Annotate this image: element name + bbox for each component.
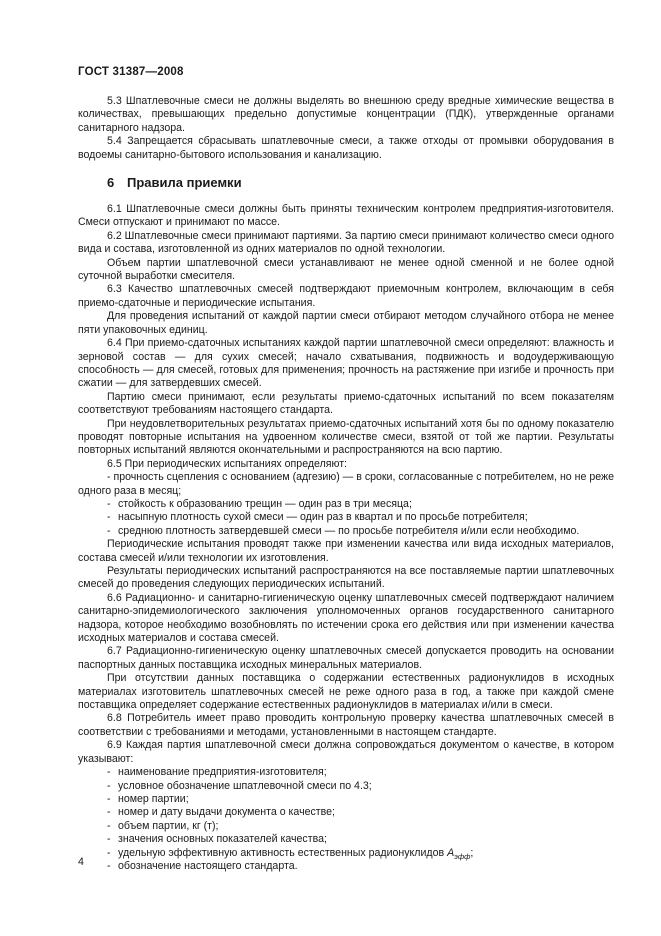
list-item-text: наименование предприятия-изготовителя; (118, 766, 327, 779)
list-item-text: прочность сцепления с основанием (адгезию) — в сроки, согласованные с потребителем, но не реже одного раза в месяц; (78, 471, 614, 497)
list-item (78, 847, 614, 860)
spacer (78, 162, 614, 173)
section-title: Правила приемки (127, 175, 242, 191)
list-dash: - (107, 833, 111, 846)
list-dash: - (107, 497, 111, 510)
list-item (78, 780, 614, 793)
list-item-text: обозначение настоящего стандарта. (118, 859, 298, 872)
paragraph-6-6: 6.6 Радиационно- и санитарно-гигиеническую оценку шпатлевочных смесей подтверждают наличием санитарно-эпидемиологического заключения уполномоченных органов государственного санитарного надзора, которое необходимо возобновлять по истечении срока его действия или при изменении качества исходных материалов и состава смесей. (78, 591, 614, 645)
paragraph-6-1: 6.1 Шпатлевочные смеси должны быть приняты техническим контролем предприятия-изготовителя. Смеси отпускают и принимают по массе. (78, 203, 614, 229)
list-item-text: номер партии; (118, 792, 189, 805)
list-dash: - (107, 766, 111, 779)
paragraph-6-7-b: При отсутствии данных поставщика о содержании естественных радионуклидов в исходных материалах изготовитель шпатлевочных смесей не реже одного раза в год, а также при каждой смене поставщика определяет содержание естественных радионуклидов в материалах и/или в смеси. (78, 672, 614, 712)
list-item (78, 820, 614, 833)
paragraph-6-4: 6.4 При приемо-сдаточных испытаниях каждой партии шпатлевочной смеси определяют: влажность и зерновой состав — для сухих смесей; начало схватывания, подвижность и водоудерживающую способность — для смесей, готовых для применения; прочность на растяжение при изгибе и прочность при сжатии — для затвердевших смесей. (78, 337, 614, 390)
section-heading (78, 173, 614, 203)
list-item (78, 860, 614, 873)
list-dash: - (107, 511, 111, 524)
list-dash: - (107, 471, 111, 484)
paragraph-5-3: 5.3 Шпатлевочные смеси не должны выделять во внешнюю среду вредные химические вещества в количествах, превышающих предельно допустимые концентрации (ПДК), утвержденные органами санитарного надзора. (78, 95, 614, 134)
paragraph-6-4-c: При неудовлетворительных результатах приемо-сдаточных испытаний хотя бы по одному показателю проводят повторные испытания на удвоенном количестве смеси, взятой от той же партии. Результаты повторных испытаний являются окончательными и распространяются на всю партию. (78, 417, 614, 457)
paragraph-6-2: 6.2 Шпатлевочные смеси принимают партиями. За партию смеси принимают количество смеси одного вида и состава, изготовленной из одних материалов по одной технологии. (78, 229, 614, 256)
list-dash: - (107, 859, 111, 872)
paragraph-6-4-b: Партию смеси принимают, если результаты приемо-сдаточных испытаний по всем показателям соответствуют требованиям настоящего стандарта. (78, 390, 614, 417)
list-item (78, 833, 614, 846)
list-item-text: номер и дату выдачи документа о качестве; (118, 806, 335, 819)
list-dash: - (107, 806, 111, 819)
paragraph-6-5-c: Результаты периодических испытаний распространяются на все поставляемые партии шпатлевочных смесей до проведения следующих периодических испытаний. (78, 565, 614, 591)
activity-subscript: эфф (454, 851, 471, 861)
document-body (78, 95, 614, 873)
list-dash: - (107, 846, 111, 859)
activity-symbol: A (447, 846, 455, 859)
list-item-text: насыпную плотность сухой смеси — один раз в квартал и по просьбе потребителя; (118, 511, 528, 524)
page-number: 4 (78, 856, 84, 868)
list-item-text: условное обозначение шпатлевочной смеси по 4.3; (118, 779, 372, 792)
list-item (78, 766, 614, 779)
paragraph-6-9: 6.9 Каждая партия шпатлевочной смеси должна сопровождаться документом о качестве, в котором указывают: (78, 739, 614, 765)
list-item (78, 471, 614, 498)
section-number: 6 (107, 175, 115, 191)
paragraph-6-7: 6.7 Радиационно-гигиеническую оценку шпатлевочных смесей допускается проводить на основании паспортных данных поставщика исходных минеральных материалов. (78, 645, 614, 671)
paragraph-6-3-b: Для проведения испытаний от каждой партии смеси отбирают методом случайного отбора не менее пяти упаковочных единиц. (78, 310, 614, 336)
list-item-text: стойкость к образованию трещин — один раз в три месяца; (118, 497, 412, 510)
paragraph-6-5: 6.5 При периодических испытаниях определяют: (107, 457, 347, 470)
list-dash: - (107, 779, 111, 792)
paragraph-6-3: 6.3 Качество шпатлевочных смесей подтверждают приемочным контролем, включающим в себя приемо-сдаточные и периодические испытания. (78, 283, 614, 309)
document-header: ГОСТ 31387—2008 (78, 66, 184, 78)
paragraph-5-4: 5.4 Запрещается сбрасывать шпатлевочные смеси, а также отходы от промывки оборудования в водоемы санитарно-бытового использования и канализацию. (78, 135, 614, 161)
list-item (78, 793, 614, 806)
list-item (78, 806, 614, 819)
paragraph-6-8: 6.8 Потребитель имеет право проводить контрольную проверку качества шпатлевочных смесей в соответствии с требованиями и методами, установленными в настоящем стандарте. (78, 712, 614, 738)
list-item-text: значения основных показателей качества; (118, 833, 327, 846)
list-dash: - (107, 819, 111, 832)
list-item (78, 525, 614, 538)
list-dash: - (107, 524, 111, 537)
paragraph-6-2-b: Объем партии шпатлевочной смеси устанавливают не менее одной сменной и не более одной суточной выработки смесителя. (78, 256, 614, 283)
list-item-text: среднюю плотность затвердевшей смеси — по просьбе потребителя и/или если необходимо. (118, 524, 580, 537)
list-item (78, 498, 614, 511)
list-item-end: ; (470, 846, 474, 859)
list-item (78, 511, 614, 524)
list-dash: - (107, 792, 111, 805)
list-item-text: объем партии, кг (т); (118, 819, 219, 832)
paragraph-6-5-b: Периодические испытания проводят также при изменении качества или вида исходных материалов, состава смесей и/или технологии их изготовления. (78, 538, 614, 564)
list-item-text: удельную эффективную активность естественных радионуклидов (118, 846, 445, 859)
